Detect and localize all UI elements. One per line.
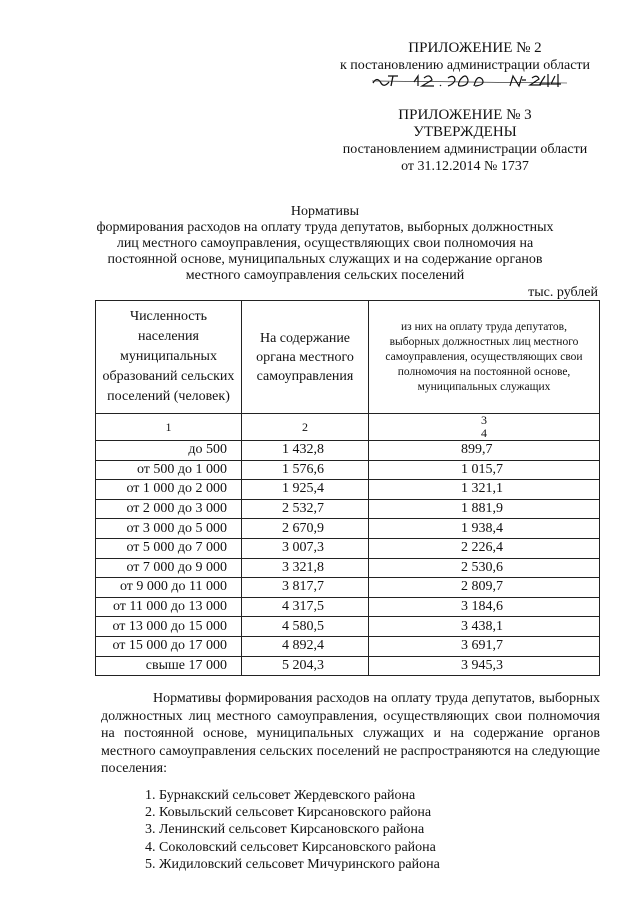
- title-line-1: Нормативы: [290, 204, 360, 219]
- title-line-2: формирования расходов на оплату труда депутатов, выборных должностных: [96, 220, 554, 235]
- appendix-3-title: ПРИЛОЖЕНИЕ № 3: [398, 107, 532, 123]
- table-row: [96, 480, 600, 500]
- appendix-2-subtitle: к постановлению администрации области: [339, 58, 591, 73]
- population-cell: от 15 000 до 17 000: [96, 636, 242, 656]
- column-number: 1: [96, 414, 242, 441]
- salary-cell: 2 530,6: [369, 558, 600, 578]
- column-number: 2: [242, 414, 369, 441]
- salary-cell: 2 809,7: [369, 578, 600, 598]
- population-cell: от 1 000 до 2 000: [96, 480, 242, 500]
- table-row: [96, 441, 600, 461]
- maintenance-cell: 3 007,3: [242, 538, 369, 558]
- table-header-row: [96, 301, 600, 414]
- population-cell: от 500 до 1 000: [96, 460, 242, 480]
- list-item: 5. Жидиловский сельсовет Мичуринского района: [145, 856, 440, 872]
- population-cell: до 500: [96, 441, 242, 461]
- population-cell: от 3 000 до 5 000: [96, 519, 242, 539]
- column-number-cell: [369, 414, 600, 441]
- norms-table: [95, 300, 600, 676]
- table-row: [96, 460, 600, 480]
- approved-by: постановлением администрации области: [342, 142, 588, 157]
- header-salaries: из них на оплату труда депутатов, выборных должностных лиц местного самоуправления, осуществляющих свои полномочия на постоянной основе, муниципальных служащих: [369, 301, 600, 414]
- population-cell: от 2 000 до 3 000: [96, 499, 242, 519]
- column-number: 3: [481, 413, 487, 427]
- table-row: [96, 656, 600, 676]
- table-row: [96, 499, 600, 519]
- table-row: [96, 636, 600, 656]
- table-row: [96, 519, 600, 539]
- maintenance-cell: 4 892,4: [242, 636, 369, 656]
- maintenance-cell: 4 580,5: [242, 617, 369, 637]
- population-cell: от 11 000 до 13 000: [96, 597, 242, 617]
- maintenance-cell: 1 576,6: [242, 460, 369, 480]
- appendix-2-title: ПРИЛОЖЕНИЕ № 2: [408, 40, 542, 56]
- table-row: [96, 578, 600, 598]
- salary-cell: 3 691,7: [369, 636, 600, 656]
- table-row: [96, 617, 600, 637]
- list-item: 2. Ковыльский сельсовет Кирсановского района: [145, 805, 432, 821]
- salary-cell: 3 184,6: [369, 597, 600, 617]
- list-item: 1. Бурнакский сельсовет Жердевского района: [145, 788, 416, 803]
- population-cell: от 13 000 до 15 000: [96, 617, 242, 637]
- appendix-3-header: [330, 107, 600, 175]
- salary-cell: 1 015,7: [369, 460, 600, 480]
- column-number: 4: [481, 426, 487, 440]
- maintenance-cell: 1 432,8: [242, 441, 369, 461]
- handwritten-date-number: [370, 70, 570, 90]
- maintenance-cell: 1 925,4: [242, 480, 369, 500]
- population-cell: от 5 000 до 7 000: [96, 538, 242, 558]
- salary-cell: 1 321,1: [369, 480, 600, 500]
- maintenance-cell: 3 817,7: [242, 578, 369, 598]
- salary-cell: 1 881,9: [369, 499, 600, 519]
- title-line-5: местного самоуправления сельских поселений: [185, 268, 465, 283]
- table-row: [96, 538, 600, 558]
- table-row: [96, 558, 600, 578]
- salary-cell: 2 226,4: [369, 538, 600, 558]
- maintenance-cell: 5 204,3: [242, 656, 369, 676]
- header-maintenance: На содержание органа местного самоуправления: [242, 301, 369, 414]
- salary-cell: 3 945,3: [369, 656, 600, 676]
- title-line-4: постоянной основе, муниципальных служащих и на содержание органов: [107, 252, 543, 267]
- document-title: [60, 204, 590, 284]
- appendix-2-header: [330, 40, 600, 74]
- maintenance-cell: 2 670,9: [242, 519, 369, 539]
- salary-cell: 1 938,4: [369, 519, 600, 539]
- population-cell: от 9 000 до 11 000: [96, 578, 242, 598]
- approved-label: УТВЕРЖДЕНЫ: [413, 124, 517, 140]
- approved-date: от 31.12.2014 № 1737: [401, 159, 529, 174]
- list-item: 4. Соколовский сельсовет Кирсановского района: [145, 839, 436, 855]
- salary-cell: 3 438,1: [369, 617, 600, 637]
- maintenance-cell: 2 532,7: [242, 499, 369, 519]
- maintenance-cell: 3 321,8: [242, 558, 369, 578]
- exempt-settlements-list: [145, 787, 440, 873]
- column-number-row: [96, 414, 600, 441]
- exemption-paragraph: [101, 690, 600, 778]
- population-cell: свыше 17 000: [96, 656, 242, 676]
- population-cell: от 7 000 до 9 000: [96, 558, 242, 578]
- title-line-3: лиц местного самоуправления, осуществляющих свои полномочия на: [116, 236, 534, 251]
- list-item: 3. Ленинский сельсовет Кирсановского района: [145, 822, 425, 838]
- exemption-text: Нормативы формирования расходов на оплату труда депутатов, выборных должностных лиц местного самоуправления, осуществляющих свои полномочия на постоянной основе, муниципальных служащих и на содержание органов местного самоуправления сельских поселений не распространяются на следующие поселения:: [101, 691, 600, 776]
- table-row: [96, 597, 600, 617]
- maintenance-cell: 4 317,5: [242, 597, 369, 617]
- unit-label: тыс. рублей: [528, 285, 598, 300]
- header-population: Численность населения муниципальных образований сельских поселений (человек): [96, 301, 242, 414]
- salary-cell: 899,7: [369, 441, 600, 461]
